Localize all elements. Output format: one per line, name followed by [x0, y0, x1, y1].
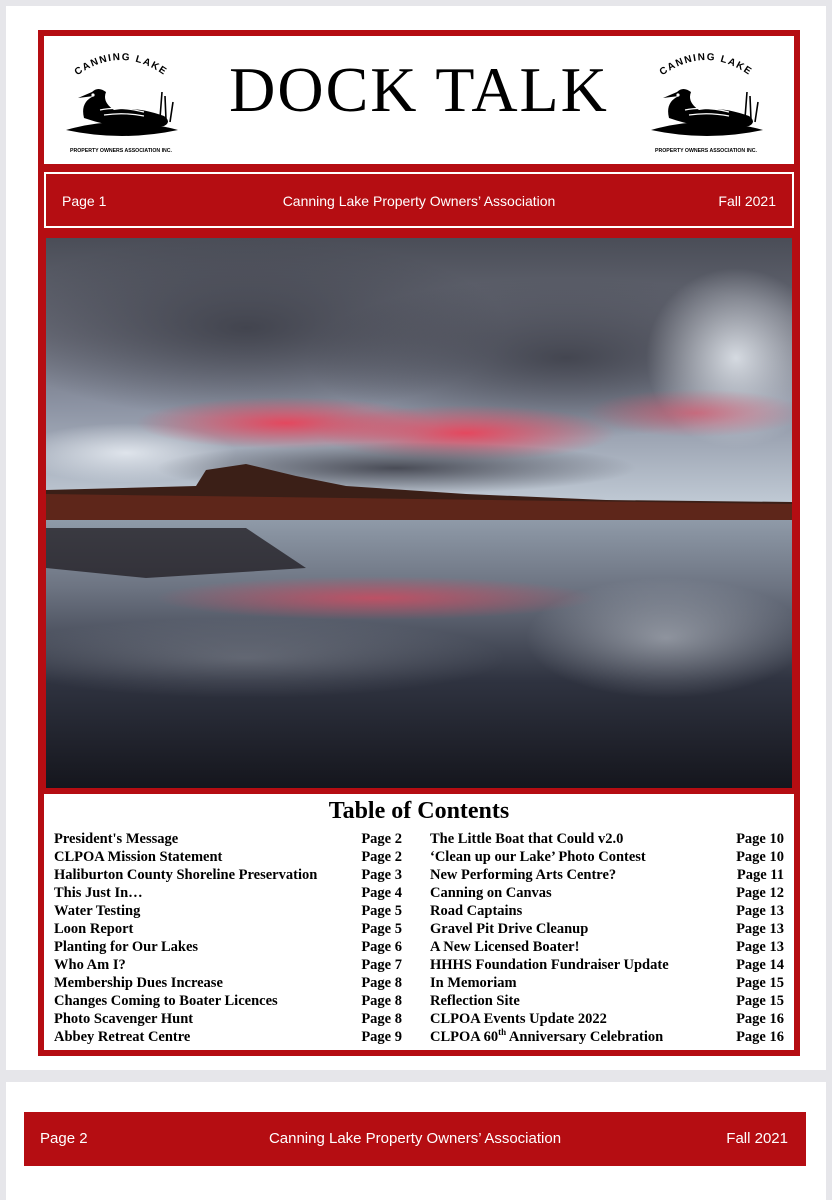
toc-entry-title: Loon Report: [54, 921, 134, 937]
ordinal-suffix: th: [498, 1027, 507, 1038]
toc-entry-title: Who Am I?: [54, 957, 126, 973]
toc-entry[interactable]: [430, 848, 784, 866]
toc-entry-title: Water Testing: [54, 903, 141, 919]
toc-entry-page: Page 12: [736, 885, 784, 901]
newsletter-page-1: [6, 6, 826, 1070]
toc-entry-title: Haliburton County Shoreline Preservation: [54, 867, 318, 883]
toc-entry[interactable]: [430, 1028, 784, 1046]
toc-entry[interactable]: [430, 974, 784, 992]
toc-entry[interactable]: [54, 956, 402, 974]
toc-entry-page: Page 15: [736, 975, 784, 991]
banner-organization: Canning Lake Property Owners’ Association: [268, 1130, 562, 1147]
toc-entry[interactable]: [430, 884, 784, 902]
lake-sunset-photo-icon: [46, 238, 792, 788]
toc-entry-title: CLPOA Mission Statement: [54, 849, 223, 865]
toc-entry-title: ‘Clean up our Lake’ Photo Contest: [430, 849, 646, 865]
association-logo-left: [56, 44, 186, 156]
toc-entry-page: Page 9: [361, 1029, 402, 1045]
table-of-contents: [44, 794, 794, 1050]
toc-entry-title: A New Licensed Boater!: [430, 939, 580, 955]
toc-entry-title: Gravel Pit Drive Cleanup: [430, 921, 589, 937]
toc-entry-title: President's Message: [54, 831, 179, 847]
toc-entry-page: Page 15: [736, 993, 784, 1009]
toc-entry-title: Abbey Retreat Centre: [54, 1029, 191, 1045]
toc-entry-page: Page 5: [361, 921, 402, 937]
toc-entry[interactable]: [54, 848, 402, 866]
toc-entry-page: Page 2: [361, 849, 402, 865]
toc-entry-page: Page 10: [736, 849, 784, 865]
toc-entry-page: Page 16: [736, 1011, 784, 1027]
toc-entry[interactable]: [430, 920, 784, 938]
banner-issue: Fall 2021: [718, 193, 776, 209]
toc-entry-page: Page 13: [736, 921, 784, 937]
banner-page-number: Page 1: [62, 193, 107, 209]
toc-entry[interactable]: [430, 938, 784, 956]
newsletter-title: DOCK TALK: [229, 54, 609, 125]
association-logo-right: [641, 44, 771, 156]
toc-entry-title: Changes Coming to Boater Licences: [54, 993, 278, 1009]
svg-text:CANNING LAKE: [658, 52, 754, 78]
cover-photo: [46, 238, 792, 788]
logo-bottom-text: PROPERTY OWNERS ASSOCIATION INC.: [70, 148, 172, 154]
toc-entry-page: Page 2: [361, 831, 402, 847]
toc-entry[interactable]: [54, 902, 402, 920]
newsletter-page-2: [6, 1082, 826, 1200]
toc-heading: Table of Contents: [328, 798, 510, 824]
toc-entry[interactable]: [54, 830, 402, 848]
logo-bottom-text: PROPERTY OWNERS ASSOCIATION INC.: [655, 148, 757, 154]
toc-entry-page: Page 11: [736, 867, 784, 883]
loon-logo-icon: [56, 44, 186, 156]
toc-entry[interactable]: [54, 1028, 402, 1046]
toc-entry-title-start: CLPOA 60: [430, 1029, 499, 1045]
toc-entry-page: Page 5: [361, 903, 402, 919]
toc-entry[interactable]: [430, 992, 784, 1010]
toc-entry-title: [430, 1029, 663, 1045]
toc-entry-title: Canning on Canvas: [430, 885, 552, 901]
toc-entry[interactable]: [430, 1010, 784, 1028]
toc-entry-title: The Little Boat that Could v2.0: [430, 831, 624, 847]
toc-entry-page: Page 7: [361, 957, 402, 973]
toc-entry[interactable]: [54, 920, 402, 938]
toc-entry[interactable]: [54, 866, 402, 884]
logo-top-text: CANNING LAKE: [657, 51, 755, 79]
toc-entry-title: In Memoriam: [430, 975, 517, 991]
banner-issue: Fall 2021: [726, 1130, 788, 1147]
toc-entry-title: Photo Scavenger Hunt: [54, 1011, 194, 1027]
logo-top-text: CANNING LAKE: [72, 51, 170, 79]
toc-entry-title: Membership Dues Increase: [54, 975, 223, 991]
page-banner: [44, 172, 794, 228]
toc-entry-title: HHHS Foundation Fundraiser Update: [430, 957, 669, 973]
toc-entry-page: Page 16: [736, 1029, 784, 1045]
toc-entry[interactable]: [54, 938, 402, 956]
toc-entry-page: Page 13: [736, 903, 784, 919]
svg-text:CANNING LAKE: [73, 52, 169, 78]
toc-entry-page: Page 8: [361, 993, 402, 1009]
toc-entry[interactable]: [54, 1010, 402, 1028]
toc-column-left: [54, 830, 402, 1046]
page-banner: [24, 1112, 806, 1166]
toc-entry-page: Page 13: [736, 939, 784, 955]
toc-entry[interactable]: [54, 974, 402, 992]
toc-entry[interactable]: [430, 902, 784, 920]
toc-entry-page: Page 6: [361, 939, 402, 955]
loon-logo-icon: [641, 44, 771, 156]
toc-entry[interactable]: [430, 866, 784, 884]
toc-entry[interactable]: [54, 884, 402, 902]
masthead: [44, 36, 794, 164]
toc-entry-title: Road Captains: [430, 903, 523, 919]
toc-entry-page: Page 3: [361, 867, 402, 883]
banner-organization: Canning Lake Property Owners’ Association: [282, 193, 556, 209]
toc-entry-page: Page 14: [736, 957, 784, 973]
toc-entry-title: Reflection Site: [430, 993, 520, 1009]
toc-entry-page: Page 8: [361, 1011, 402, 1027]
toc-column-right: [430, 830, 784, 1046]
toc-entry-title: CLPOA Events Update 2022: [430, 1011, 607, 1027]
toc-entry-page: Page 8: [361, 975, 402, 991]
banner-page-number: Page 2: [40, 1130, 88, 1147]
toc-entry[interactable]: [430, 830, 784, 848]
toc-entry-page: Page 4: [361, 885, 402, 901]
toc-entry-title-end: Anniversary Celebration: [506, 1029, 664, 1045]
page-frame: [38, 30, 800, 1056]
toc-entry-title: This Just In…: [54, 885, 143, 901]
toc-entry-title: Planting for Our Lakes: [54, 939, 199, 955]
toc-entry[interactable]: [54, 992, 402, 1010]
toc-entry[interactable]: [430, 956, 784, 974]
toc-entry-page: Page 10: [736, 831, 784, 847]
toc-entry-title: New Performing Arts Centre?: [430, 867, 617, 883]
